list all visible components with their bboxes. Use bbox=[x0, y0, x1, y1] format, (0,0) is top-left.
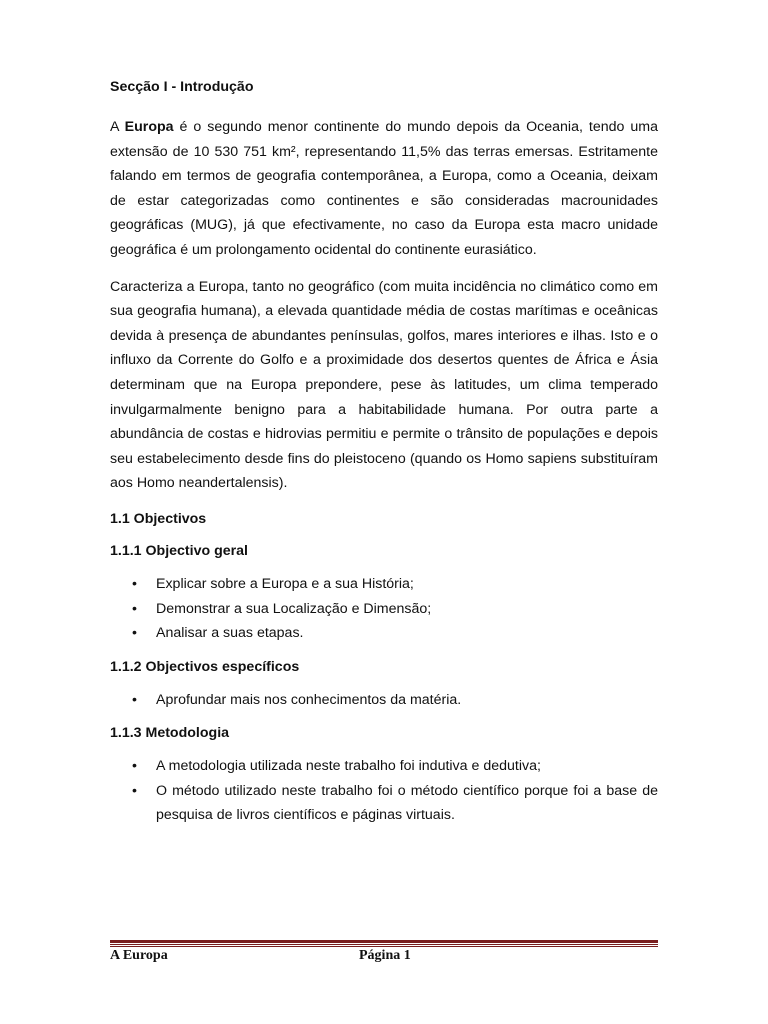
intro-prefix: A bbox=[110, 119, 125, 135]
paragraph-2-text: Caracteriza a Europa, tanto no geográfico (com muita incidência no climático como em sua geografia humana), a elevada quantidade média de costas marítimas e oceânicas devida à presença de abundantes penínsulas, golfos, mares interiores e ilhas. Isto e o influxo da Corrente do Golfo e a proximidade dos desertos quentes de África e Ásia determinam que na Europa prepondere, pese às latitudes, um clima temperado invulgarmalmente benigno para a habitabilidade humana. Por outra parte a abundância de costas e hidrovias permitiu e permite o trânsito de populações e depois seu estabelecimento desde fins do pleistoceno (quando os Homo sapiens substituíram aos Homo neandertalensis). bbox=[110, 278, 658, 492]
objectivos-heading: 1.1 Objectivos bbox=[110, 510, 207, 527]
objectivos-especificos-list bbox=[110, 688, 658, 713]
list-item: • Demonstrar a sua Localização e Dimensão; bbox=[110, 597, 658, 622]
footer-rule-thick bbox=[110, 940, 658, 943]
objectivos-especificos-heading: 1.1.2 Objectivos específicos bbox=[110, 658, 300, 675]
document-page bbox=[110, 78, 658, 840]
footer-rule-thin bbox=[110, 944, 658, 945]
paragraph-2 bbox=[110, 275, 658, 496]
objectivo-geral-heading: 1.1.1 Objectivo geral bbox=[110, 542, 248, 559]
objectivo-geral-list bbox=[110, 572, 658, 646]
metodologia-list bbox=[110, 754, 658, 828]
list-item: • Explicar sobre a Europa e a sua História; bbox=[110, 572, 658, 597]
list-item: • Analisar a suas etapas. bbox=[110, 621, 658, 646]
list-item: • A metodologia utilizada neste trabalho foi indutiva e dedutiva; bbox=[110, 754, 658, 779]
metodologia-heading: 1.1.3 Metodologia bbox=[110, 725, 230, 742]
footer-rule bbox=[110, 940, 658, 947]
list-item: • O método utilizado neste trabalho foi o método científico porque foi a base de pesquisa de livros científicos e páginas virtuais. bbox=[110, 779, 658, 828]
footer-page-number: Página 1 bbox=[359, 948, 411, 963]
footer-title: A Europa bbox=[110, 948, 168, 963]
intro-text: é o segundo menor continente do mundo depois da Oceania, tendo uma extensão de 10 530 751 km², representando 11,5% das terras emersas. Estritamente falando em termos de geografia contemporânea, a Europa, como a Oceania, deixam de estar categorizadas como continentes e são consideradas macrounidades geográficas (MUG), já que efectivamente, no caso da Europa esta macro unidade geográfica é um prolongamento ocidental do continente eurasiático. bbox=[110, 119, 658, 258]
footer-rule-thin bbox=[110, 946, 658, 947]
list-item: • Aprofundar mais nos conhecimentos da matéria. bbox=[110, 688, 658, 713]
intro-paragraph bbox=[110, 115, 658, 263]
intro-bold-term: Europa bbox=[124, 119, 174, 135]
section-title: Secção I - Introdução bbox=[110, 79, 254, 95]
